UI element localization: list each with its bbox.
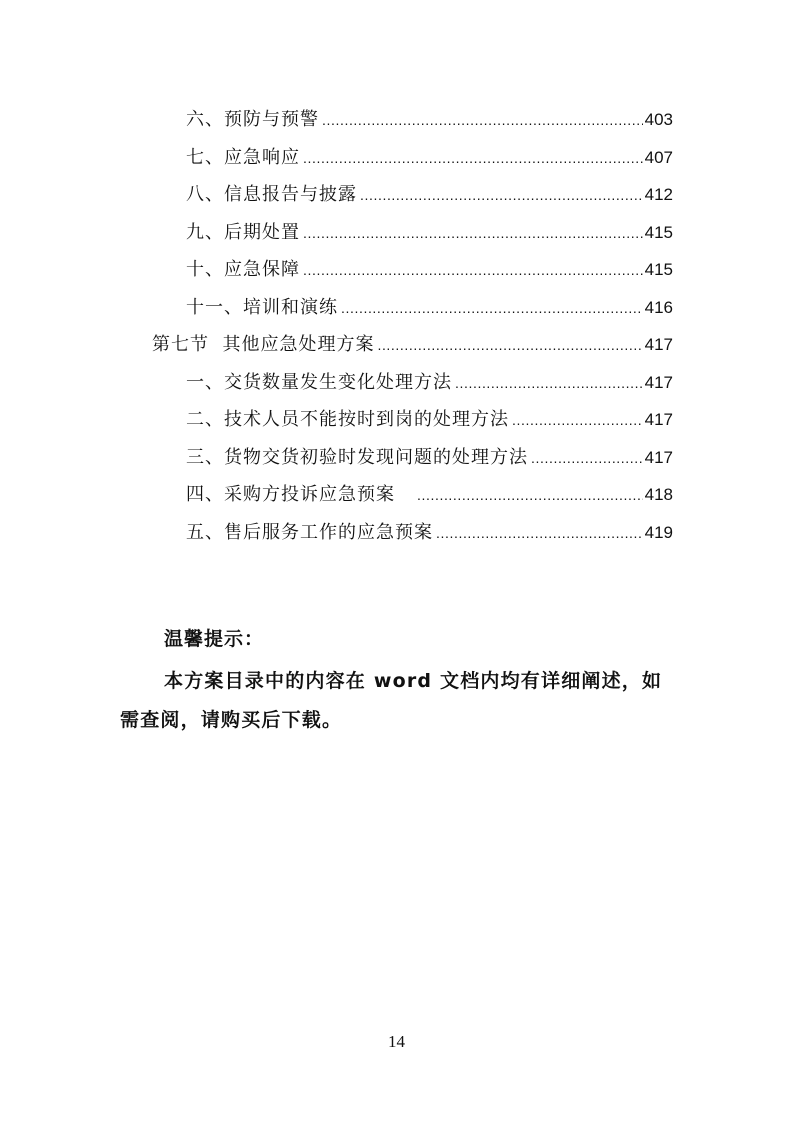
toc-dot-leader xyxy=(436,524,643,545)
toc-dot-leader xyxy=(360,186,643,207)
toc-entry-page: 418 xyxy=(644,485,673,504)
toc-dot-leader xyxy=(341,299,643,320)
toc-entry-page: 415 xyxy=(644,260,673,279)
toc-entry-page: 407 xyxy=(644,147,673,167)
toc-entry[interactable] xyxy=(186,252,673,282)
toc-entry-title: 四、采购方投诉应急预案 xyxy=(186,484,395,505)
toc-entry[interactable] xyxy=(186,215,673,245)
toc-dot-leader xyxy=(531,449,643,470)
toc-entry[interactable] xyxy=(186,440,673,470)
page-number: 14 xyxy=(388,1032,405,1051)
tip-body: 本方案目录中的内容在 word 文档内均有详细阐述，如需查阅，请购买后下载。 xyxy=(120,670,663,731)
toc-dot-leader xyxy=(512,411,643,432)
toc-entry-page: 417 xyxy=(644,410,673,429)
toc-entry[interactable] xyxy=(186,365,673,395)
toc-entry[interactable] xyxy=(186,140,673,170)
toc-entry-title: 第七节 其他应急处理方案 xyxy=(152,334,375,355)
toc-entry-page: 403 xyxy=(644,110,673,129)
toc-entry[interactable] xyxy=(186,102,673,132)
toc-section-entry[interactable] xyxy=(152,327,673,357)
toc-entry-page: 412 xyxy=(644,185,673,204)
toc-entry-title: 六、预防与预警 xyxy=(186,109,319,130)
toc-entry-page: 415 xyxy=(644,222,673,242)
toc-entry-title: 十、应急保障 xyxy=(186,259,300,280)
toc-entry-page: 417 xyxy=(644,372,673,392)
toc-entry-title: 七、应急响应 xyxy=(186,146,300,168)
toc-dot-leader xyxy=(322,111,643,132)
toc-entry-title: 二、技术人员不能按时到岗的处理方法 xyxy=(186,409,509,430)
toc-entry-title: 十一、培训和演练 xyxy=(186,296,338,318)
toc-entry[interactable] xyxy=(186,477,673,507)
toc-dot-leader xyxy=(303,224,643,245)
toc-entry-page: 416 xyxy=(644,297,673,317)
toc-entry-title: 九、后期处置 xyxy=(186,221,300,243)
toc-entry-title: 三、货物交货初验时发现问题的处理方法 xyxy=(186,446,528,468)
toc-entry-title: 一、交货数量发生变化处理方法 xyxy=(186,371,452,393)
toc-dot-leader xyxy=(417,486,643,507)
tip-heading: 温馨提示： xyxy=(164,628,265,650)
toc-entry-page: 417 xyxy=(644,447,673,467)
toc-dot-leader xyxy=(455,374,643,395)
toc-dot-leader xyxy=(377,336,642,357)
toc-entry-page: 417 xyxy=(644,335,673,354)
toc-entry[interactable] xyxy=(186,177,673,207)
toc-entry[interactable] xyxy=(186,290,673,320)
toc-dot-leader xyxy=(303,149,643,170)
toc-entry-page: 419 xyxy=(644,522,673,542)
toc-entry-title: 八、信息报告与披露 xyxy=(186,184,357,205)
toc-entry[interactable] xyxy=(186,515,673,545)
toc-entry[interactable] xyxy=(186,402,673,432)
toc-entry-title: 五、售后服务工作的应急预案 xyxy=(186,521,433,543)
toc-dot-leader xyxy=(303,261,643,282)
